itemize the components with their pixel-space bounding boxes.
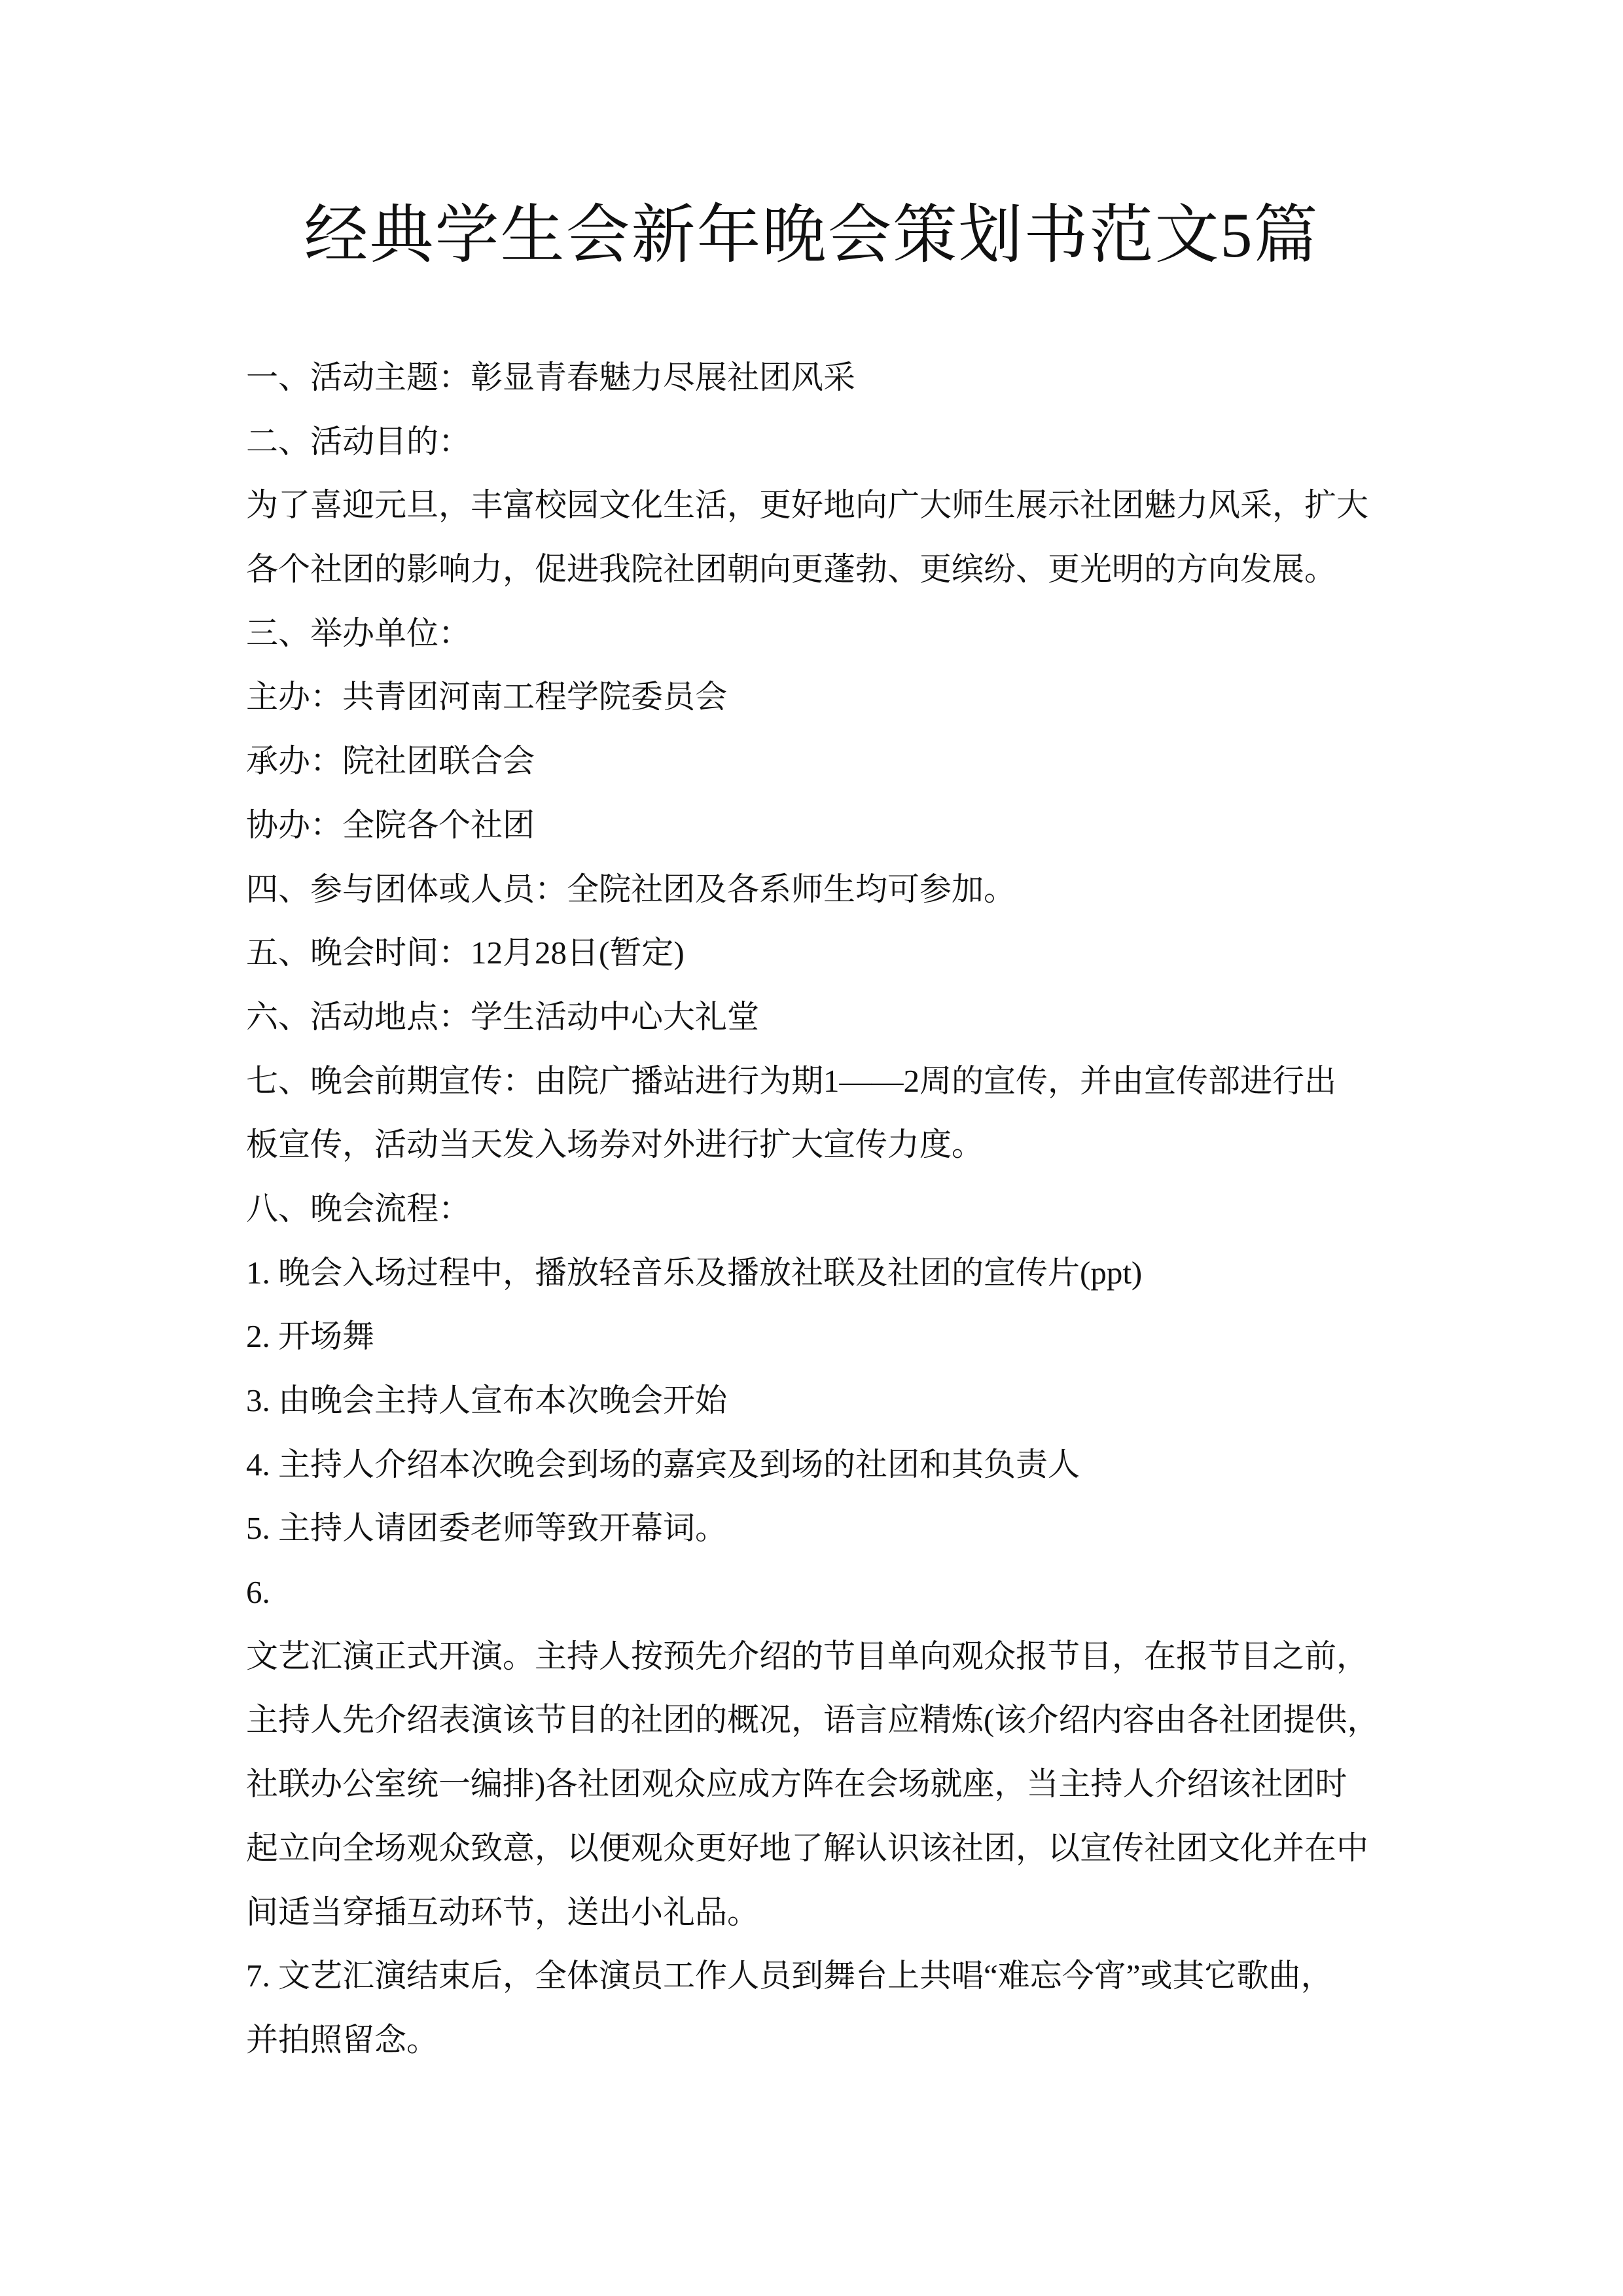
paragraph-line: 主持人先介绍表演该节目的社团的概况，语言应精炼(该介绍内容由各社团提供， [246, 1702, 1380, 1738]
paragraph-line: 1. 晚会入场过程中，播放轻音乐及播放社联及社团的宣传片(ppt) [246, 1254, 1143, 1291]
paragraph-line: 四、参与团体或人员：全院社团及各系师生均可参加。 [246, 870, 1016, 907]
paragraph-line: 二、活动目的： [246, 423, 471, 459]
paragraph-line: 三、举办单位： [246, 615, 471, 651]
paragraph-line: 5. 主持人请团委老师等致开幕词。 [246, 1510, 728, 1547]
paragraph-line: 承办：院社团联合会 [246, 743, 535, 780]
paragraph-line: 3. 由晚会主持人宣布本次晚会开始 [246, 1382, 728, 1418]
paragraph-line: 五、晚会时间：12月28日(暂定) [246, 935, 685, 971]
paragraph-line: 六、活动地点：学生活动中心大礼堂 [246, 998, 760, 1035]
paragraph-line: 2. 开场舞 [246, 1318, 375, 1355]
paragraph-line: 文艺汇演正式开演。主持人按预先介绍的节目单向观众报节目，在报节目之前， [246, 1638, 1369, 1674]
paragraph-line: 并拍照留念。 [246, 2021, 439, 2058]
document-body [246, 346, 1385, 2072]
paragraph-line: 4. 主持人介绍本次晚会到场的嘉宾及到场的社团和其负责人 [246, 1446, 1080, 1482]
paragraph-line: 各个社团的影响力，促进我院社团朝向更蓬勃、更缤纷、更光明的方向发展。 [246, 551, 1337, 588]
paragraph-line: 6. [246, 1574, 270, 1611]
paragraph-line: 7. 文艺汇演结束后，全体演员工作人员到舞台上共唱“难忘今宵”或其它歌曲， [246, 1958, 1333, 1994]
paragraph-line: 主办：共青团河南工程学院委员会 [246, 679, 728, 715]
paragraph-line: 七、晚会前期宣传：由院广播站进行为期1——2周的宣传，并由宣传部进行出 [246, 1062, 1337, 1099]
paragraph-line: 一、活动主题：彰显青春魅力尽展社团风采 [246, 359, 856, 395]
document-title: 经典学生会新年晚会策划书范文5篇 [304, 200, 1319, 271]
paragraph-line: 间适当穿插互动环节，送出小礼品。 [246, 1893, 760, 1930]
paragraph-line: 八、晚会流程： [246, 1190, 471, 1227]
paragraph-line: 协办：全院各个社团 [246, 806, 535, 843]
paragraph-line: 为了喜迎元旦，丰富校园文化生活，更好地向广大师生展示社团魅力风采，扩大 [246, 487, 1369, 524]
paragraph-line: 社联办公室统一编排)各社团观众应成方阵在会场就座，当主持人介绍该社团时 [246, 1766, 1347, 1803]
paragraph-line: 板宣传，活动当天发入场券对外进行扩大宣传力度。 [246, 1126, 984, 1163]
paragraph-line: 起立向全场观众致意，以便观众更好地了解认识该社团，以宣传社团文化并在中 [246, 1829, 1369, 1866]
